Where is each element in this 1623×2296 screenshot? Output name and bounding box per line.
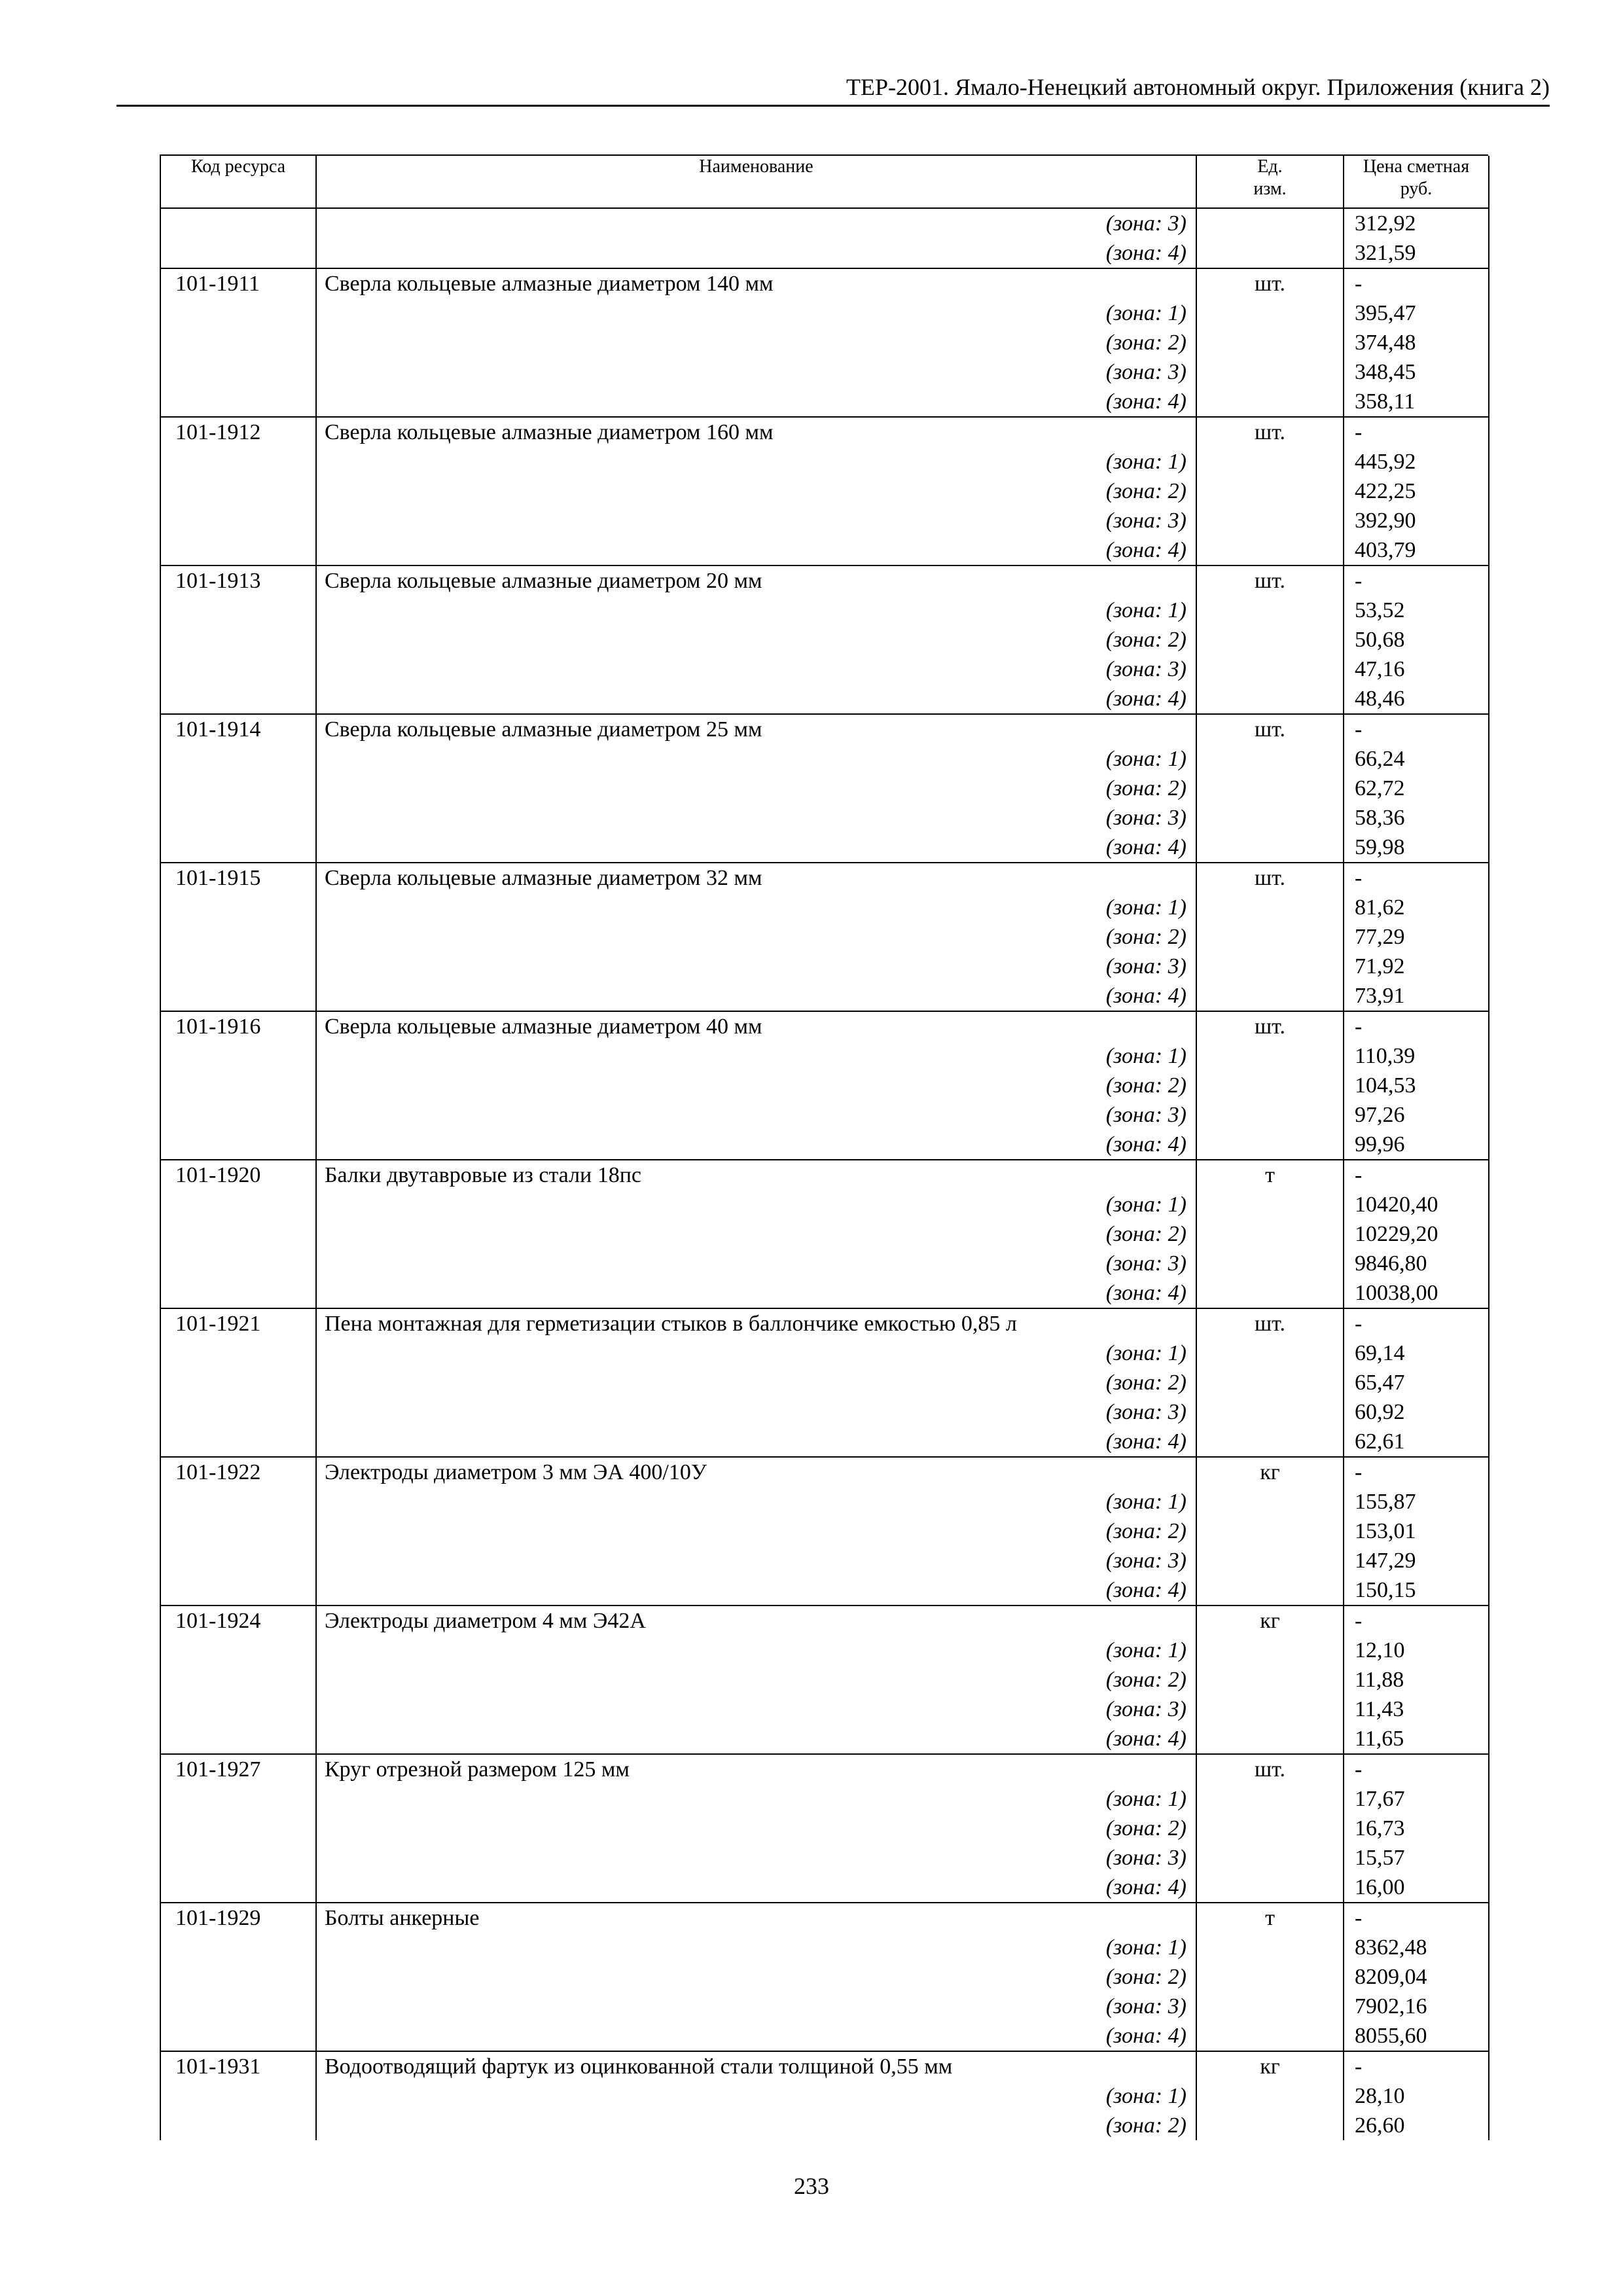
unit-of-measure: шт.: [1255, 717, 1285, 742]
zone-label: (зона: 4): [1105, 1875, 1186, 1899]
price-value: 374,48: [1355, 331, 1416, 355]
price-cell: [1344, 2051, 1489, 2140]
price-value: 392,90: [1355, 509, 1416, 533]
zone-label: (зона: 2): [1105, 1519, 1186, 1543]
resource-name-cell: [316, 417, 1196, 565]
unit-of-measure: кг: [1260, 1609, 1280, 1633]
resource-code-cell: [160, 714, 316, 863]
zone-label: (зона: 1): [1105, 598, 1186, 622]
unit-of-measure: шт.: [1255, 569, 1285, 593]
zone-label: (зона: 1): [1105, 1341, 1186, 1365]
unit-cell: [1196, 1903, 1344, 2051]
price-value: 11,88: [1355, 1668, 1404, 1692]
unit-cell: [1196, 268, 1344, 417]
price-value: 8209,04: [1355, 1965, 1427, 1989]
resource-name-cell: [316, 2051, 1196, 2140]
price-value: -: [1355, 1460, 1363, 1484]
price-value: 47,16: [1355, 657, 1405, 681]
price-value: 9846,80: [1355, 1251, 1427, 1276]
resource-code: 101-1924: [175, 1609, 261, 1633]
zone-label: (зона: 1): [1105, 450, 1186, 474]
column-header-code: [160, 156, 316, 208]
zone-label: (зона: 4): [1105, 835, 1186, 859]
price-table: [160, 156, 1489, 2140]
zone-label: (зона: 4): [1105, 1429, 1186, 1454]
price-cell: [1344, 565, 1489, 714]
resource-code-cell: [160, 1457, 316, 1605]
resource-code-cell: [160, 863, 316, 1011]
resource-name-cell: [316, 1754, 1196, 1903]
resource-code-cell: [160, 2051, 316, 2140]
resource-name: Сверла кольцевые алмазные диаметром 32 мм: [325, 866, 762, 890]
unit-cell: [1196, 1160, 1344, 1308]
zone-label: (зона: 1): [1105, 301, 1186, 325]
resource-name-cell: [316, 1160, 1196, 1308]
zone-label: (зона: 3): [1105, 657, 1186, 681]
resource-name: Круг отрезной размером 125 мм: [325, 1757, 630, 1782]
unit-of-measure: т: [1265, 1906, 1275, 1930]
price-value: 8055,60: [1355, 2024, 1427, 2048]
resource-name-cell: [316, 1605, 1196, 1754]
price-value: 66,24: [1355, 747, 1405, 771]
zone-label: (зона: 1): [1105, 895, 1186, 920]
resource-name: Сверла кольцевые алмазные диаметром 25 мм: [325, 717, 762, 742]
zone-label: (зона: 3): [1105, 1697, 1186, 1721]
table-row: [160, 1903, 1489, 2051]
price-value: 16,73: [1355, 1816, 1405, 1840]
zone-label: (зона: 3): [1105, 509, 1186, 533]
column-header-price-line1: Цена сметная: [1363, 156, 1470, 177]
zone-label: (зона: 3): [1105, 1251, 1186, 1276]
zone-label: (зона: 2): [1105, 1816, 1186, 1840]
resource-code: 101-1922: [175, 1460, 261, 1484]
price-table-container: [160, 154, 1488, 2138]
price-value: -: [1355, 1312, 1363, 1336]
zone-label: (зона: 1): [1105, 1935, 1186, 1960]
zone-label: (зона: 4): [1105, 1578, 1186, 1602]
unit-of-measure: шт.: [1255, 420, 1285, 444]
price-value: -: [1355, 717, 1363, 742]
unit-cell: [1196, 1011, 1344, 1160]
document-title: ТЕР-2001. Ямало-Ненецкий автономный округ. Приложения (книга 2): [846, 74, 1550, 100]
zone-label: (зона: 3): [1105, 954, 1186, 978]
price-cell: [1344, 1160, 1489, 1308]
price-value: 110,39: [1355, 1044, 1416, 1068]
price-value: 10229,20: [1355, 1222, 1438, 1246]
resource-name: Балки двутавровые из стали 18пс: [325, 1163, 642, 1187]
table-row: [160, 1308, 1489, 1457]
price-cell: [1344, 417, 1489, 565]
price-value: 445,92: [1355, 450, 1416, 474]
price-value: 403,79: [1355, 538, 1416, 562]
resource-code: 101-1915: [175, 866, 261, 890]
price-value: 26,60: [1355, 2113, 1405, 2138]
zone-label: (зона: 2): [1105, 2113, 1186, 2138]
price-value: 15,57: [1355, 1846, 1405, 1870]
zone-label: (зона: 4): [1105, 2024, 1186, 2048]
unit-of-measure: шт.: [1255, 272, 1285, 296]
price-value: 53,52: [1355, 598, 1405, 622]
price-value: 153,01: [1355, 1519, 1416, 1543]
unit-cell: [1196, 565, 1344, 714]
table-row: [160, 863, 1489, 1011]
zone-label: (зона: 1): [1105, 1044, 1186, 1068]
resource-code-cell: [160, 1160, 316, 1308]
price-value: 71,92: [1355, 954, 1405, 978]
price-value: 65,47: [1355, 1371, 1405, 1395]
resource-name-cell: [316, 1308, 1196, 1457]
zone-label: (зона: 1): [1105, 1787, 1186, 1811]
table-row: [160, 417, 1489, 565]
zone-label: (зона: 2): [1105, 479, 1186, 503]
resource-name-cell: [316, 1011, 1196, 1160]
resource-name-cell: [316, 208, 1196, 268]
price-cell: [1344, 208, 1489, 268]
resource-name-cell: [316, 714, 1196, 863]
price-value: 12,10: [1355, 1638, 1405, 1662]
resource-code: 101-1913: [175, 569, 261, 593]
column-header-unit: [1196, 156, 1344, 208]
unit-of-measure: кг: [1260, 1460, 1280, 1484]
price-value: 62,61: [1355, 1429, 1405, 1454]
resource-code: 101-1912: [175, 420, 261, 444]
unit-cell: [1196, 417, 1344, 565]
price-value: 348,45: [1355, 360, 1416, 384]
price-value: 147,29: [1355, 1549, 1416, 1573]
unit-cell: [1196, 1457, 1344, 1605]
zone-label: (зона: 2): [1105, 331, 1186, 355]
zone-label: (зона: 2): [1105, 776, 1186, 800]
price-value: 50,68: [1355, 628, 1405, 652]
zone-label: (зона: 3): [1105, 1994, 1186, 2018]
resource-name: Сверла кольцевые алмазные диаметром 40 мм: [325, 1014, 762, 1039]
resource-code: 101-1914: [175, 717, 261, 742]
zone-label: (зона: 2): [1105, 1965, 1186, 1989]
unit-cell: [1196, 2051, 1344, 2140]
column-header-name-label: Наименование: [699, 156, 813, 177]
table-row: [160, 268, 1489, 417]
resource-name: Электроды диаметром 4 мм Э42А: [325, 1609, 646, 1633]
price-value: -: [1355, 1014, 1363, 1039]
price-value: -: [1355, 2054, 1363, 2079]
zone-label: (зона: 4): [1105, 1727, 1186, 1751]
price-value: 10420,40: [1355, 1193, 1438, 1217]
price-value: 422,25: [1355, 479, 1416, 503]
table-row: [160, 714, 1489, 863]
column-header-price-line2: руб.: [1400, 179, 1433, 199]
price-value: 97,26: [1355, 1103, 1405, 1127]
price-cell: [1344, 1457, 1489, 1605]
resource-code: 101-1931: [175, 2054, 261, 2079]
unit-cell: [1196, 714, 1344, 863]
zone-label: (зона: 3): [1105, 211, 1186, 236]
price-value: 150,15: [1355, 1578, 1416, 1602]
price-value: 99,96: [1355, 1132, 1405, 1157]
price-value: 312,92: [1355, 211, 1416, 236]
unit-cell: [1196, 208, 1344, 268]
unit-of-measure: шт.: [1255, 1757, 1285, 1782]
resource-name: Пена монтажная для герметизации стыков в баллончике емкостью 0,85 л: [325, 1312, 1017, 1336]
price-value: 81,62: [1355, 895, 1405, 920]
resource-code: 101-1927: [175, 1757, 261, 1782]
price-value: -: [1355, 420, 1363, 444]
zone-label: (зона: 1): [1105, 1193, 1186, 1217]
price-cell: [1344, 714, 1489, 863]
zone-label: (зона: 3): [1105, 806, 1186, 830]
zone-label: (зона: 2): [1105, 925, 1186, 949]
column-header-name: [316, 156, 1196, 208]
table-row: [160, 1457, 1489, 1605]
resource-code-cell: [160, 208, 316, 268]
price-value: 59,98: [1355, 835, 1405, 859]
price-value: 11,43: [1355, 1697, 1404, 1721]
resource-name: Водоотводящий фартук из оцинкованной стали толщиной 0,55 мм: [325, 2054, 953, 2079]
unit-cell: [1196, 1754, 1344, 1903]
price-value: 73,91: [1355, 984, 1405, 1008]
resource-code-cell: [160, 1011, 316, 1160]
zone-label: (зона: 2): [1105, 628, 1186, 652]
price-value: -: [1355, 569, 1363, 593]
price-cell: [1344, 863, 1489, 1011]
price-value: -: [1355, 1163, 1363, 1187]
price-value: 69,14: [1355, 1341, 1405, 1365]
table-row: [160, 1011, 1489, 1160]
table-row: [160, 1605, 1489, 1754]
price-value: 104,53: [1355, 1073, 1416, 1098]
price-value: 321,59: [1355, 241, 1416, 265]
resource-name: Сверла кольцевые алмазные диаметром 20 мм: [325, 569, 762, 593]
table-row: [160, 208, 1489, 268]
running-header: [116, 71, 1550, 107]
price-value: -: [1355, 1757, 1363, 1782]
table-row: [160, 1160, 1489, 1308]
column-header-code-label: Код ресурса: [190, 156, 286, 177]
price-cell: [1344, 1903, 1489, 2051]
resource-name-cell: [316, 565, 1196, 714]
zone-label: (зона: 4): [1105, 538, 1186, 562]
zone-label: (зона: 4): [1105, 241, 1186, 265]
zone-label: (зона: 3): [1105, 1549, 1186, 1573]
zone-label: (зона: 2): [1105, 1222, 1186, 1246]
zone-label: (зона: 4): [1105, 1281, 1186, 1305]
resource-code-cell: [160, 1308, 316, 1457]
price-value: -: [1355, 1906, 1363, 1930]
table-row: [160, 565, 1489, 714]
zone-label: (зона: 3): [1105, 1846, 1186, 1870]
price-value: 28,10: [1355, 2084, 1405, 2108]
price-cell: [1344, 1011, 1489, 1160]
column-header-unit-line2: изм.: [1253, 179, 1287, 199]
zone-label: (зона: 4): [1105, 389, 1186, 414]
resource-code-cell: [160, 268, 316, 417]
price-value: 7902,16: [1355, 1994, 1427, 2018]
price-value: 58,36: [1355, 806, 1405, 830]
zone-label: (зона: 2): [1105, 1073, 1186, 1098]
price-cell: [1344, 268, 1489, 417]
price-value: 62,72: [1355, 776, 1405, 800]
zone-label: (зона: 1): [1105, 747, 1186, 771]
resource-code: 101-1921: [175, 1312, 261, 1336]
unit-of-measure: шт.: [1255, 866, 1285, 890]
zone-label: (зона: 4): [1105, 984, 1186, 1008]
column-header-price: [1344, 156, 1489, 208]
price-value: -: [1355, 272, 1363, 296]
zone-label: (зона: 1): [1105, 1490, 1186, 1514]
resource-name-cell: [316, 1903, 1196, 2051]
resource-code-cell: [160, 1605, 316, 1754]
resource-name: Сверла кольцевые алмазные диаметром 160 мм: [325, 420, 774, 444]
resource-code: 101-1920: [175, 1163, 261, 1187]
price-value: -: [1355, 1609, 1363, 1633]
resource-code: 101-1929: [175, 1906, 261, 1930]
resource-code: 101-1911: [175, 272, 260, 296]
zone-label: (зона: 1): [1105, 2084, 1186, 2108]
price-value: 395,47: [1355, 301, 1416, 325]
zone-label: (зона: 2): [1105, 1668, 1186, 1692]
price-value: 60,92: [1355, 1400, 1405, 1424]
page-number: 233: [794, 2173, 829, 2199]
unit-cell: [1196, 863, 1344, 1011]
resource-name: Сверла кольцевые алмазные диаметром 140 мм: [325, 272, 774, 296]
price-value: 10038,00: [1355, 1281, 1438, 1305]
resource-name-cell: [316, 268, 1196, 417]
resource-code-cell: [160, 565, 316, 714]
price-value: 358,11: [1355, 389, 1416, 414]
table-row: [160, 1754, 1489, 1903]
price-value: 8362,48: [1355, 1935, 1427, 1960]
resource-code-cell: [160, 1754, 316, 1903]
resource-name: Электроды диаметром 3 мм ЭА 400/10У: [325, 1460, 707, 1484]
unit-of-measure: кг: [1260, 2054, 1280, 2079]
resource-code-cell: [160, 1903, 316, 2051]
table-header-row: [160, 156, 1489, 208]
zone-label: (зона: 3): [1105, 1103, 1186, 1127]
price-cell: [1344, 1754, 1489, 1903]
zone-label: (зона: 3): [1105, 360, 1186, 384]
price-value: 48,46: [1355, 687, 1405, 711]
zone-label: (зона: 4): [1105, 1132, 1186, 1157]
price-value: -: [1355, 866, 1363, 890]
resource-name-cell: [316, 1457, 1196, 1605]
price-value: 16,00: [1355, 1875, 1405, 1899]
resource-name-cell: [316, 863, 1196, 1011]
resource-code-cell: [160, 417, 316, 565]
table-row: [160, 2051, 1489, 2140]
unit-of-measure: т: [1265, 1163, 1275, 1187]
price-value: 17,67: [1355, 1787, 1405, 1811]
price-cell: [1344, 1605, 1489, 1754]
unit-of-measure: шт.: [1255, 1312, 1285, 1336]
resource-name: Болты анкерные: [325, 1906, 480, 1930]
unit-of-measure: шт.: [1255, 1014, 1285, 1039]
resource-code: 101-1916: [175, 1014, 261, 1039]
price-value: 77,29: [1355, 925, 1405, 949]
zone-label: (зона: 1): [1105, 1638, 1186, 1662]
unit-cell: [1196, 1308, 1344, 1457]
unit-cell: [1196, 1605, 1344, 1754]
price-value: 155,87: [1355, 1490, 1416, 1514]
column-header-unit-line1: Ед.: [1257, 156, 1283, 177]
price-value: 11,65: [1355, 1727, 1404, 1751]
zone-label: (зона: 4): [1105, 687, 1186, 711]
zone-label: (зона: 2): [1105, 1371, 1186, 1395]
price-cell: [1344, 1308, 1489, 1457]
zone-label: (зона: 3): [1105, 1400, 1186, 1424]
table-body: [160, 208, 1489, 2140]
